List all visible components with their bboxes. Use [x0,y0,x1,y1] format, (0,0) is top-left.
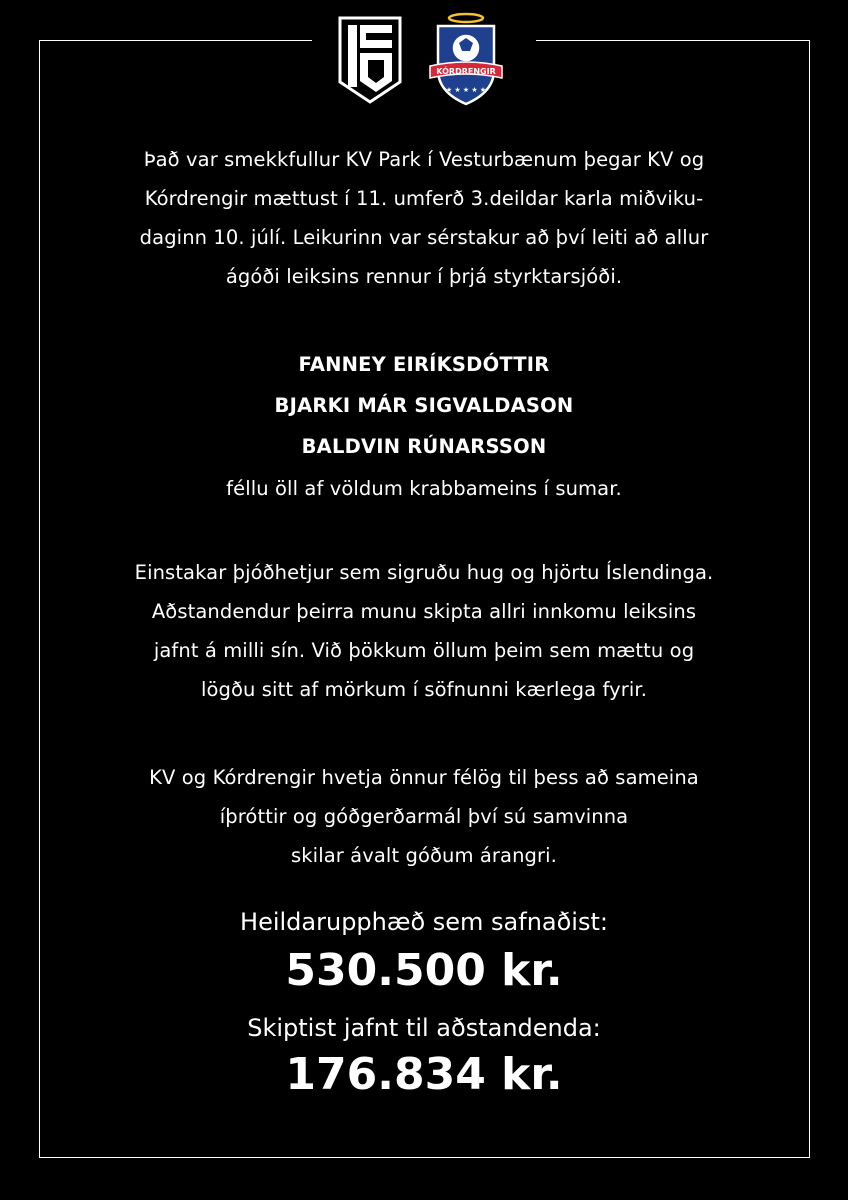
call-line: skilar ávalt góðum árangri. [291,844,557,867]
name-item: BALDVIN RÚNARSSON [301,435,547,458]
intro-line: daginn 10. júlí. Leikurinn var sérstakur að því leiti að allur [139,226,709,249]
names-list [60,344,788,467]
heroes-line: jafnt á milli sín. Við þökkum öllum þeim sem mættu og [153,639,695,662]
name-item: FANNEY EIRÍKSDÓTTIR [298,353,550,376]
kordrengir-logo [424,8,508,108]
svg-text:★ ★ ★ ★ ★: ★ ★ ★ ★ ★ [445,86,487,94]
collected-label: Heildarupphæð sem safnaðist: [240,908,608,936]
split-label: Skiptist jafnt til aðstandenda: [247,1014,601,1042]
kv-logo [336,16,404,104]
intro-paragraph [60,140,788,296]
intro-line: Kórdrengir mættust í 11. umferð 3.deildar karla miðviku- [144,187,704,210]
call-line: íþróttir og góðgerðarmál því sú samvinna [219,805,629,828]
intro-line: ágóði leiksins rennur í þrjá styrktarsjóði. [225,265,623,288]
call-paragraph [60,758,788,875]
call-line: KV og Kórdrengir hvetja önnur félög til þess að sameina [149,766,699,789]
heroes-line: Aðstandendur þeirra munu skipta allri innkomu leiksins [151,600,697,623]
split-amount: 176.834 kr. [285,1049,563,1100]
collected-amount: 530.500 kr. [285,945,563,996]
intro-line: Það var smekkfullur KV Park í Vesturbænum þegar KV og [143,148,705,171]
heroes-line: lögðu sitt af mörkum í söfnunni kærlega fyrir. [200,678,648,701]
kordrengir-logo-text: KÓRDRENGIR [436,67,496,76]
heroes-paragraph [60,553,788,709]
club-logos [312,0,536,110]
names-tail-line: féllu öll af völdum krabbameins í sumar. [226,477,622,500]
name-item: BJARKI MÁR SIGVALDASON [274,394,574,417]
heroes-line: Einstakar þjóðhetjur sem sigruðu hug og hjörtu Íslendinga. [134,561,714,584]
